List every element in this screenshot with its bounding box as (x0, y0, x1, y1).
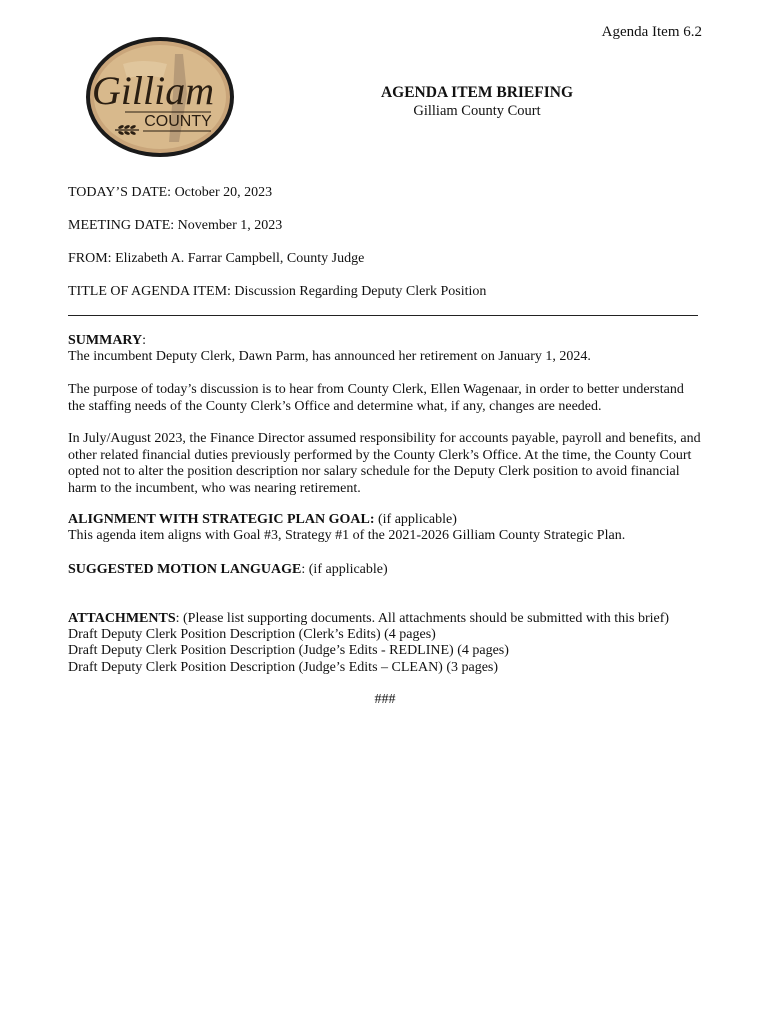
document-subtitle: Gilliam County Court (413, 103, 541, 119)
alignment-note: (if applicable) (374, 512, 457, 527)
summary-label: SUMMARY (68, 333, 143, 348)
attachments-heading (68, 611, 704, 628)
briefing-heading (300, 84, 654, 120)
motion-label: SUGGESTED MOTION LANGUAGE (68, 562, 302, 577)
summary-label-suffix: : (142, 333, 147, 348)
from-line: FROM: Elizabeth A. Farrar Campbell, County Judge (68, 251, 365, 266)
summary-paragraph-2: The purpose of today’s discussion is to hear from County Clerk, Ellen Wagenaar, in order to better understand the staffing needs of the County Clerk’s Office and determine what, if any, changes are needed. (68, 382, 684, 414)
motion-heading (68, 562, 704, 579)
attachment-item: Draft Deputy Clerk Position Description (Judge’s Edits - REDLINE) (4 pages) (68, 643, 509, 658)
alignment-label: ALIGNMENT WITH STRATEGIC PLAN GOAL: (68, 512, 375, 527)
summary-section (68, 333, 704, 350)
meeting-date: MEETING DATE: November 1, 2023 (68, 218, 283, 233)
attachments-label: ATTACHMENTS (68, 611, 176, 626)
alignment-heading (68, 512, 704, 529)
attachment-item: Draft Deputy Clerk Position Description (Clerk’s Edits) (4 pages) (68, 627, 436, 642)
attachment-item: Draft Deputy Clerk Position Description (Judge’s Edits – CLEAN) (3 pages) (68, 660, 499, 675)
end-of-document-mark: ### (374, 692, 396, 707)
motion-note: : (if applicable) (301, 562, 388, 577)
logo-text-sub: COUNTY (144, 113, 212, 130)
document-title: AGENDA ITEM BRIEFING (380, 84, 574, 101)
agenda-item-number: Agenda Item 6.2 (601, 24, 702, 40)
alignment-text: This agenda item aligns with Goal #3, Strategy #1 of the 2021-2026 Gilliam County Strategic Plan. (68, 528, 626, 543)
section-divider (68, 315, 698, 316)
summary-paragraph-1: The incumbent Deputy Clerk, Dawn Parm, has announced her retirement on January 1, 2024. (68, 349, 591, 364)
summary-paragraph-3: In July/August 2023, the Finance Director assumed responsibility for accounts payable, payroll and benefits, and other related financial duties previously performed by the County Clerk’s Office. At the time, the County Court opted not to alter the position description nor salary schedule for the Deputy Clerk position to avoid financial harm to the incumbent, who was nearing retirement. (68, 431, 701, 496)
logo-text-main: Gilliam (91, 68, 215, 113)
agenda-item-title: TITLE OF AGENDA ITEM: Discussion Regarding Deputy Clerk Position (68, 284, 487, 299)
attachments-note: : (Please list supporting documents. All attachments should be submitted with this brief) (175, 611, 670, 626)
county-logo (83, 34, 237, 160)
todays-date: TODAY’S DATE: October 20, 2023 (68, 185, 273, 200)
